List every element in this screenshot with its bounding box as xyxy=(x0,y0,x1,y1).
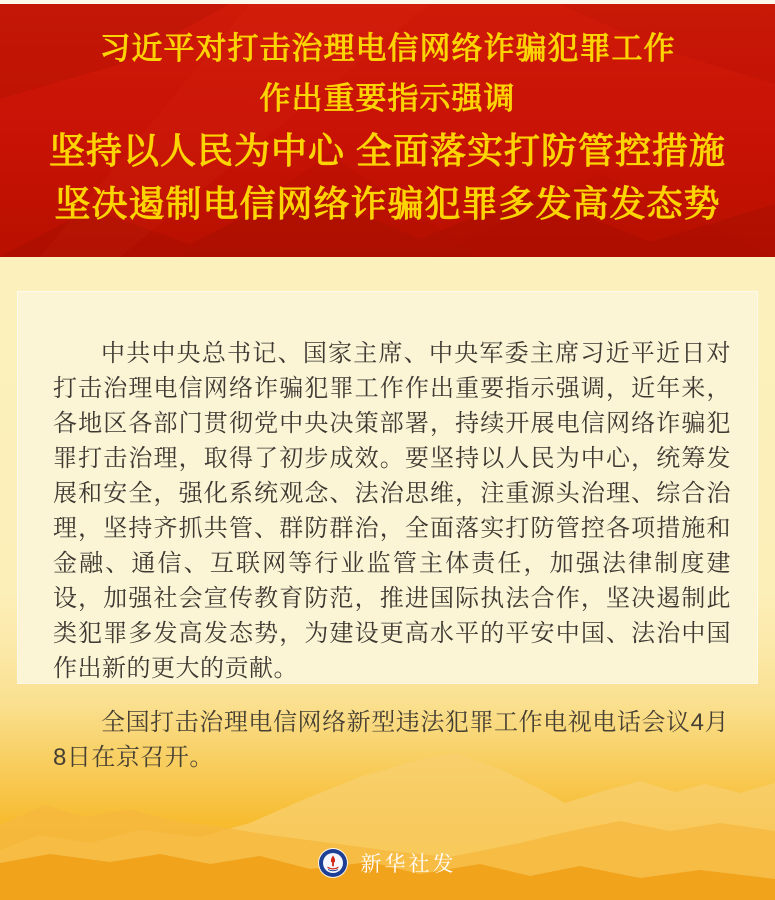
headline-block xyxy=(0,4,775,230)
article-panel xyxy=(18,292,757,683)
xinhua-emblem-icon xyxy=(319,849,347,877)
xinhua-emblem-core xyxy=(323,853,343,873)
headline-banner xyxy=(0,4,775,257)
credit-line xyxy=(0,845,775,881)
top-border-strip xyxy=(0,0,775,4)
credit-text: 新华社发 xyxy=(360,853,457,876)
headline-line-1: 习近平对打击治理电信网络诈骗犯罪工作 xyxy=(99,31,676,66)
headline-line-4: 坚决遏制电信网络诈骗犯罪多发高发态势 xyxy=(54,183,721,224)
followup-text: 全国打击治理电信网络新型违法犯罪工作电视电话会议4月8日在京召开。 xyxy=(53,709,729,771)
headline-line-2: 作出重要指示强调 xyxy=(259,81,516,116)
article-body-text: 中共中央总书记、国家主席、中央军委主席习近平近日对打击治理电信网络诈骗犯罪工作作出重要指示强调，近年来，各地区各部门贯彻党中央决策部署，持续开展电信网络诈骗犯罪打击治理，取得了初步成效。要坚持以人民为中心，统筹发展和安全，强化系统观念、法治思维，注重源头治理、综合治理，坚持齐抓共管、群防群治，全面落实打防管控各项措施和金融、通信、互联网等行业监管主体责任，加强法律制度建设，加强社会宣传教育防范，推进国际执法合作，坚决遏制此类犯罪多发高发态势，为建设更高水平的平安中国、法治中国作出新的更大的贡献。 xyxy=(53,340,731,682)
headline-line-3: 坚持以人民为中心 全面落实打防管控措施 xyxy=(48,130,726,171)
